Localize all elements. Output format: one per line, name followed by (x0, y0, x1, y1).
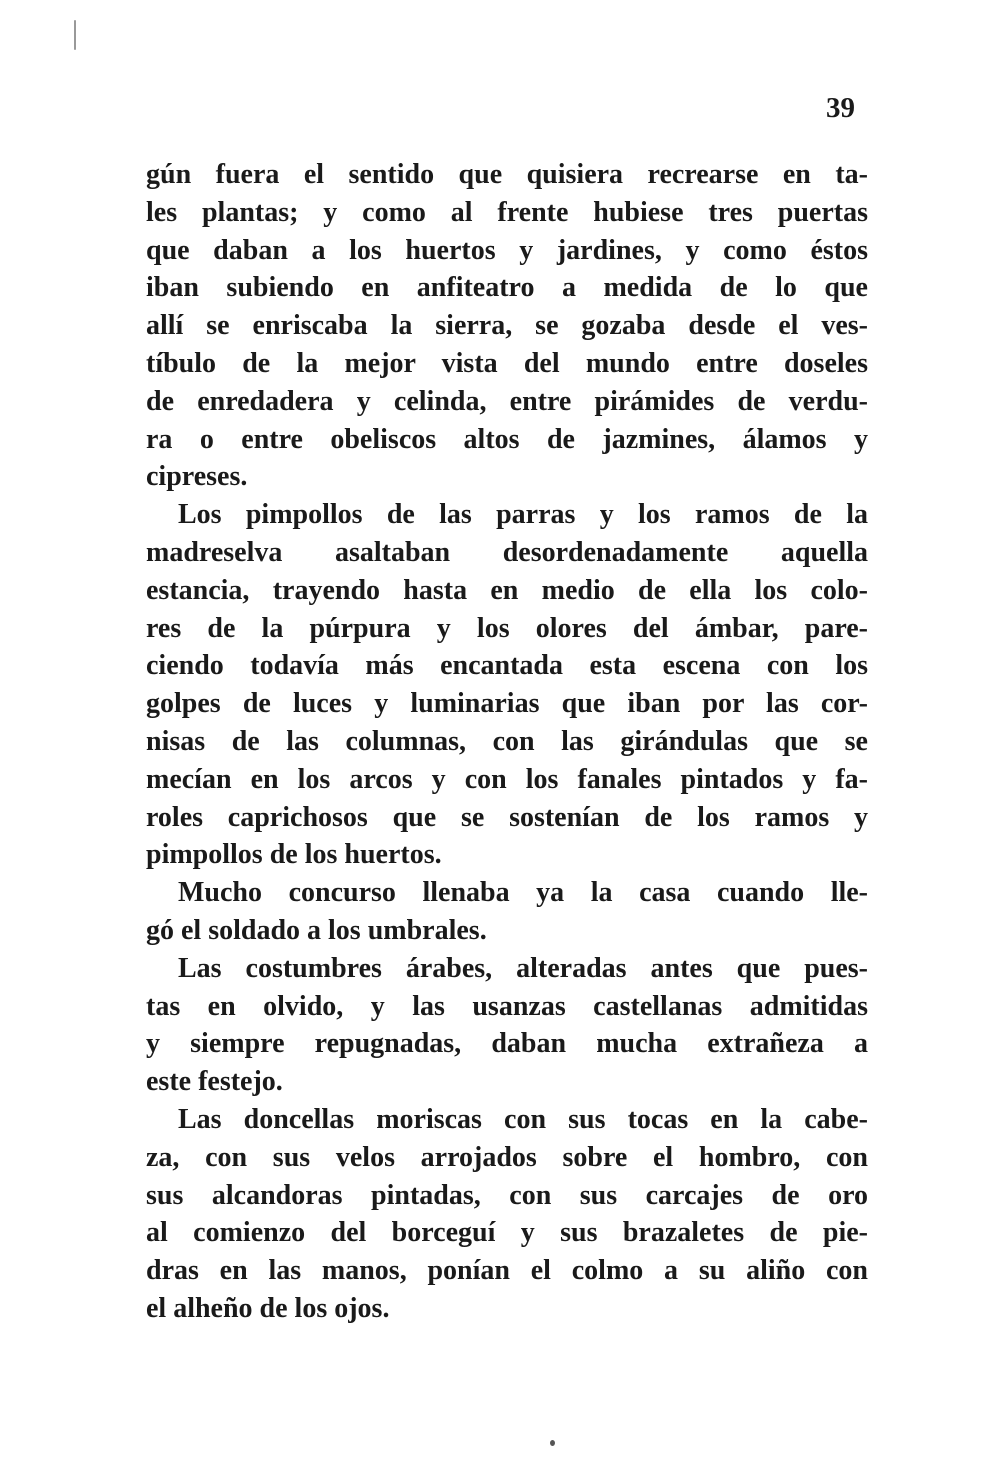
scan-speck (550, 1440, 555, 1446)
text-line: ra o entre obeliscos altos de jazmines, álamos y (146, 423, 868, 455)
text-line: gún fuera el sentido que quisiera recrearse en ta- (146, 159, 868, 190)
paragraph (146, 496, 868, 874)
text-line: y siempre repugnadas, daban mucha extrañeza a (146, 1028, 868, 1060)
text-line: mecían en los arcos y con los fanales pintados y fa- (146, 763, 868, 795)
text-line: Las doncellas moriscas con sus tocas en la cabe- (178, 1103, 868, 1135)
text-line: de enredadera y celinda, entre pirámides de verdu- (146, 385, 868, 417)
text-line: Las costumbres árabes, alteradas antes que pues- (178, 952, 868, 984)
text-line: tíbulo de la mejor vista del mundo entre doseles (146, 347, 868, 379)
text-line: za, con sus velos arrojados sobre el hombro, con (146, 1141, 868, 1173)
text-line: Mucho concurso llenaba ya la casa cuando lle- (178, 877, 868, 909)
text-line: pimpollos de los huertos. (146, 839, 442, 871)
text-line: estancia, trayendo hasta en medio de ella los colo- (146, 574, 868, 606)
text-line: res de la púrpura y los olores del ámbar, pare- (146, 612, 868, 644)
text-line: sus alcandoras pintadas, con sus carcajes de oro (146, 1179, 868, 1211)
text-line: madreselva asaltaban desordenadamente aquella (146, 536, 868, 568)
body-text (146, 156, 868, 1328)
text-line: tas en olvido, y las usanzas castellanas admitidas (146, 990, 868, 1022)
text-line: golpes de luces y luminarias que iban por las cor- (146, 688, 868, 720)
text-line: nisas de las columnas, con las girándulas que se (146, 725, 868, 757)
text-line: roles caprichosos que se sostenían de los ramos y (146, 801, 868, 833)
text-line: ciendo todavía más encantada esta escena con los (146, 650, 868, 682)
text-line: cipreses. (146, 461, 248, 493)
paragraph (146, 950, 868, 1101)
text-line: allí se enriscaba la sierra, se gozaba desde el ves- (146, 310, 868, 342)
text-line: el alheño de los ojos. (146, 1292, 390, 1324)
scan-speck (74, 20, 76, 50)
text-line: este festejo. (146, 1066, 283, 1098)
paragraph (146, 1101, 868, 1328)
text-line: les plantas; y como al frente hubiese tres puertas (146, 196, 868, 228)
text-line: iban subiendo en anfiteatro a medida de lo que (146, 272, 868, 304)
paragraph (146, 874, 868, 950)
page-number: 39 (826, 92, 855, 124)
text-line: al comienzo del borceguí y sus brazaletes de pie- (146, 1217, 868, 1249)
text-line: Los pimpollos de las parras y los ramos de la (178, 499, 868, 531)
text-line: que daban a los huertos y jardines, y como éstos (146, 234, 868, 266)
paragraph (146, 156, 868, 496)
text-line: dras en las manos, ponían el colmo a su aliño con (146, 1255, 868, 1287)
text-line: gó el soldado a los umbrales. (146, 914, 487, 946)
